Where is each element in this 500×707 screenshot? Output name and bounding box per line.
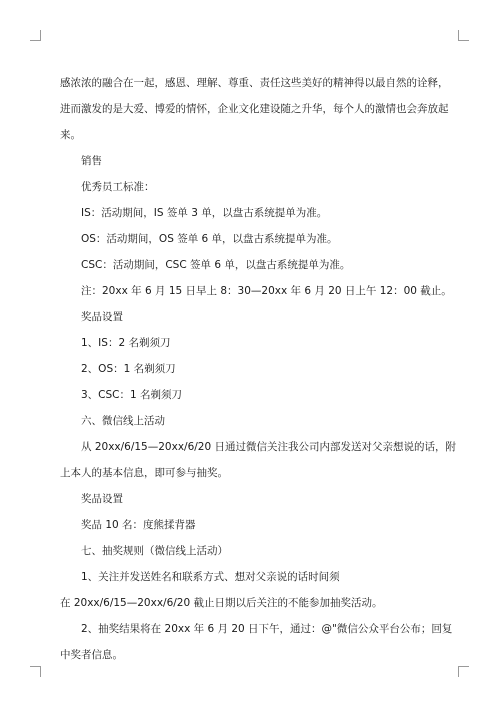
section-heading-rules: 七、抽奖规则（微信线上活动） (81, 545, 228, 557)
list-item: 2、抽奖结果将在 20xx 年 6 月 20 日下午，通过：@"微信公众平台公布；回复 (81, 623, 453, 635)
text-line: 优秀员工标准： (81, 181, 155, 193)
list-item: 1、关注并发送姓名和联系方式、想对父亲说的话时间须 (81, 571, 340, 583)
list-item: 3、CSC：1 名剃须刀 (81, 389, 183, 401)
text-line: 从 20xx/6/15—20xx/6/20 日通过微信关注我公司内部发送对父亲想说的话，附 (81, 441, 456, 453)
crop-mark-top-left (30, 30, 41, 41)
text-line: 在 20xx/6/15—20xx/6/20 截止日期以后关注的不能参加抽奖活动。 (60, 597, 383, 609)
text-line: 上本人的基本信息，即可参与抽奖。 (60, 467, 228, 479)
crop-mark-top-right (458, 30, 469, 41)
section-heading-prizes: 奖品设置 (81, 311, 123, 323)
text-line: 奖品 10 名：度熊揉背器 (81, 519, 196, 531)
crop-mark-bottom-right (458, 666, 469, 677)
section-heading-sales: 销售 (81, 155, 102, 167)
text-line: 中奖者信息。 (60, 649, 123, 661)
text-line: OS：活动期间，OS 签单 6 单，以盘古系统提单为准。 (81, 233, 338, 245)
text-line: 感浓浓的融合在一起，感恩、理解、尊重、责任这些美好的精神得以最自然的诠释， (60, 77, 449, 89)
text-line: IS：活动期间，IS 签单 3 单，以盘古系统提单为准。 (81, 207, 328, 219)
text-line: 进而激发的是大爱、博爱的情怀，企业文化建设随之升华，每个人的激情也会奔放起 (60, 103, 449, 115)
section-heading-prizes-2: 奖品设置 (81, 493, 123, 505)
list-item: 2、OS：1 名剃须刀 (81, 363, 176, 375)
text-line: 来。 (60, 129, 81, 141)
text-line: CSC：活动期间，CSC 签单 6 单，以盘古系统提单为准。 (81, 259, 351, 271)
crop-mark-bottom-left (30, 666, 41, 677)
list-item: 1、IS：2 名剃须刀 (81, 337, 171, 349)
note-line: 注：20xx 年 6 月 15 日早上 8：30—20xx 年 6 月 20 日上午 12：00 截止。 (81, 285, 452, 297)
document-body (60, 70, 456, 668)
section-heading-wechat: 六、微信线上活动 (81, 415, 165, 427)
